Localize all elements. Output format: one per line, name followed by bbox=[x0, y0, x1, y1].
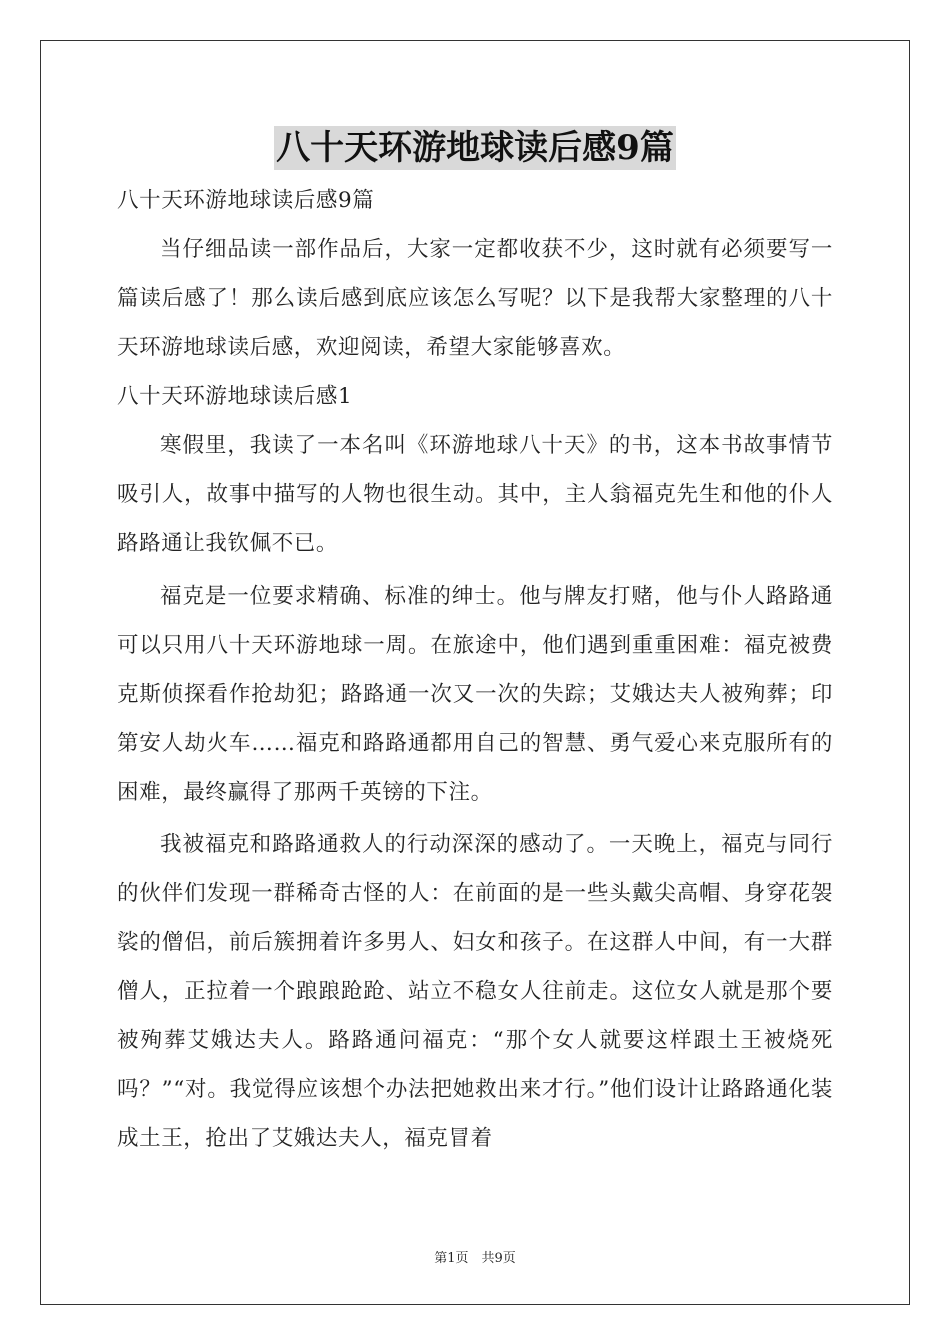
intro-paragraph: 当仔细品读一部作品后，大家一定都收获不少，这时就有必须要写一篇读后感了！那么读后感到底应该怎么写呢？以下是我帮大家整理的八十天环游地球读后感，欢迎阅读，希望大家能够喜欢。 bbox=[117, 237, 833, 360]
body-paragraph-1: 寒假里，我读了一本名叫《环游地球八十天》的书，这本书故事情节吸引人，故事中描写的人物也很生动。其中，主人翁福克先生和他的仆人路路通让我钦佩不已。 bbox=[117, 433, 833, 556]
document-title: 八十天环游地球读后感9篇 bbox=[276, 128, 674, 168]
page-number: 第1页 共9页 bbox=[434, 1251, 516, 1266]
document-subtitle: 八十天环游地球读后感9篇 bbox=[117, 188, 375, 213]
section-heading: 八十天环游地球读后感1 bbox=[117, 384, 353, 409]
title-container bbox=[0, 126, 950, 170]
body-paragraph-3: 我被福克和路路通救人的行动深深的感动了。一天晚上，福克与同行的伙伴们发现一群稀奇古怪的人：在前面的是一些头戴尖高帽、身穿花袈裟的僧侣，前后簇拥着许多男人、妇女和孩子。在这群人中间，有一大群僧人，正拉着一个踉踉跄跄、站立不稳女人往前走。这位女人就是那个要被殉葬艾娥达夫人。路路通问福克：“那个女人就要这样跟土王被烧死吗？”“对。我觉得应该想个办法把她救出来才行。”他们设计让路路通化装成土王，抢出了艾娥达夫人，福克冒着 bbox=[117, 832, 833, 1151]
body-paragraph-2: 福克是一位要求精确、标准的绅士。他与牌友打赌，他与仆人路路通可以只用八十天环游地球一周。在旅途中，他们遇到重重困难：福克被费克斯侦探看作抢劫犯；路路通一次又一次的失踪；艾娥达夫人被殉葬；印第安人劫火车……福克和路路通都用自己的智慧、勇气爱心来克服所有的困难，最终赢得了那两千英镑的下注。 bbox=[117, 584, 833, 805]
